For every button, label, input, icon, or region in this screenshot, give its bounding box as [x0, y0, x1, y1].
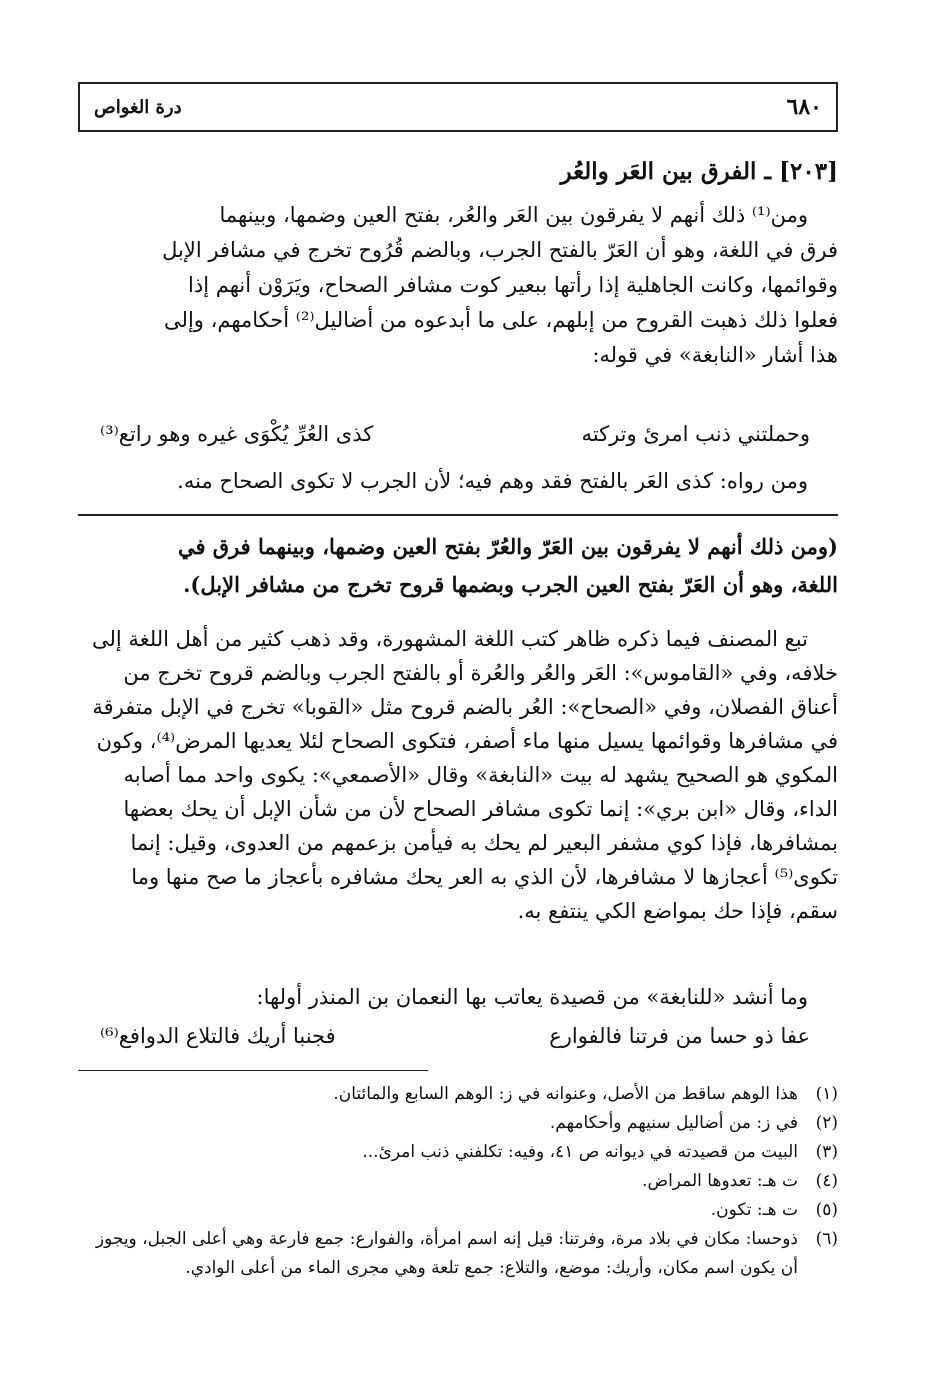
text-line: فعلوا ذلك ذهبت القروح من إبلهم، على ما أبدعوه من أضاليل⁽²⁾ أحكامهم، وإلى: [164, 308, 838, 332]
verse-second-hemistich: كذى العُرِّ يُكْوَى غيره وهو راتع⁽³⁾: [100, 422, 374, 446]
footnote-number: (٥): [815, 1200, 838, 1220]
paragraph-4: [78, 980, 838, 1015]
verse-second-hemistich: فجنبا أريك فالتلاع الدوافع⁽⁶⁾: [100, 1024, 336, 1048]
text-line: في مشافرها وقوائمها يسيل منها ماء أصفر، فتكوى الصحاح لئلا يعديها المرض⁽⁴⁾، وكون: [96, 729, 838, 753]
verse-first-hemistich: وحملتني ذنب امرئ وتركته: [581, 422, 810, 446]
text-line: بمشافرها، فإذا كوي مشفر البعير لم يحك به فيأمن بزعمهم من العدوى، وقيل: إنما: [130, 831, 838, 855]
text-line: ومن⁽¹⁾ ذلك أنهم لا يفرقون بين العَر والعُر، بفتح العين وضمها، وبينهما: [219, 203, 808, 227]
footnote: [78, 1167, 838, 1196]
footnote: [78, 1225, 838, 1283]
text-line: وقوائمها، وكانت الجاهلية إذا رأتها ببعير كوت مشافر الصحاح، ويَرَوْن أنهم إذا: [188, 273, 838, 297]
footnote-number: (٢): [815, 1113, 838, 1133]
quote-line: (ومن ذلك أنهم لا يفرقون بين العَرّ والعُرّ بفتح العين وضمها، وبينهما فرق في: [177, 534, 838, 559]
footnote-divider: [78, 1070, 428, 1071]
footnote-number: (١): [815, 1084, 838, 1104]
footnote: [78, 1196, 838, 1225]
text-line: وما أنشد «للنابغة» من قصيدة يعاتب بها النعمان بن المنذر أولها:: [256, 985, 808, 1009]
commentary-paragraph: [78, 622, 838, 928]
running-title: درة الغواص: [94, 96, 182, 118]
footnote: [78, 1080, 838, 1109]
text-line: تكوى⁽⁵⁾ أعجازها لا مشافرها، لأن الذي به العر يحك مشافره بأعجاز ما صح منها وما: [131, 865, 838, 889]
footnote-text: ت هـ: تكون.: [710, 1200, 798, 1220]
text-line: المكوي هو الصحيح يشهد له بيت «النابغة» وقال «الأصمعي»: يكوى واحد مما أصابه: [123, 763, 838, 787]
page-header: [78, 82, 838, 132]
paragraph-2: [78, 464, 838, 499]
footnote-number: (٣): [815, 1142, 838, 1162]
text-line: أعناق الفصلان، وفي «الصحاح»: العُر بالضم قروح مثل «القوبا» تخرج في الإبل متفرقة: [92, 695, 838, 719]
text-line: سقم، فإذا حك بمواضع الكي ينتفع به.: [517, 899, 838, 923]
footnote-text: البيت من قصيدته في ديوانه ص ٤١، وفيه: تكلفني ذنب امرئ...: [362, 1142, 798, 1162]
footnote-text: ت هـ: تعدوها المراض.: [642, 1171, 798, 1191]
footnote: [78, 1109, 838, 1138]
footnote-text: ذوحسا: مكان في بلاد مرة، وفرتنا: قيل إنه اسم امرأة، والفوارع: جمع فارعة وهي أعلى الجبل، ويجوز أن يكون اسم مكان، وأريك: موضع، والتلاع: جمع تلعة وهي مجرى الماء من أعلى الوادي.: [95, 1229, 798, 1278]
footnotes: [78, 1080, 838, 1283]
text-line: ومن رواه: كذى العَر بالفتح فقد وهم فيه؛ لأن الجرب لا تكوى الصحاح منه.: [177, 469, 808, 493]
text-line: تبع المصنف فيما ذكره ظاهر كتب اللغة المشهورة، وقد ذهب كثير من أهل اللغة إلى: [91, 627, 808, 651]
text-line: هذا أشار «النابغة» في قوله:: [592, 343, 838, 367]
verse-1: [100, 422, 810, 446]
text-line: خلافه، وفي «القاموس»: العَر والعُر والعُرة أو بالفتح الجرب وبالضم قروح تخرج من: [123, 661, 838, 685]
footnote-text: هذا الوهم ساقط من الأصل، وعنوانه في ز: الوهم السابع والمائتان.: [333, 1084, 798, 1104]
paragraph-1: [78, 198, 838, 373]
footnote: [78, 1138, 838, 1167]
quoted-passage: [78, 528, 838, 604]
text-line: الداء، وقال «ابن بري»: إنما تكوى مشافر الصحاح لأن من شأن الإبل أن يحك بعضها: [123, 797, 838, 821]
footnote-number: (٦): [815, 1229, 838, 1249]
verse-2: [100, 1024, 810, 1048]
footnote-number: (٤): [815, 1171, 838, 1191]
footnote-text: في ز: من أضاليل سنيهم وأحكامهم.: [549, 1113, 798, 1133]
quote-line: اللغة، وهو أن العَرّ بفتح العين الجرب وبضمها قروح تخرج من مشافر الإبل).: [183, 572, 838, 597]
section-divider: [78, 514, 838, 516]
section-title: [٢٠٣] ـ الفرق بين العَر والعُر: [560, 158, 838, 185]
page-number: ٦٨٠: [786, 94, 822, 120]
verse-first-hemistich: عفا ذو حسا من فرتنا فالفوارع: [549, 1024, 810, 1048]
text-line: فرق في اللغة، وهو أن العَرّ بالفتح الجرب، وبالضم قُرُوح تخرج في مشافر الإبل: [162, 238, 838, 262]
